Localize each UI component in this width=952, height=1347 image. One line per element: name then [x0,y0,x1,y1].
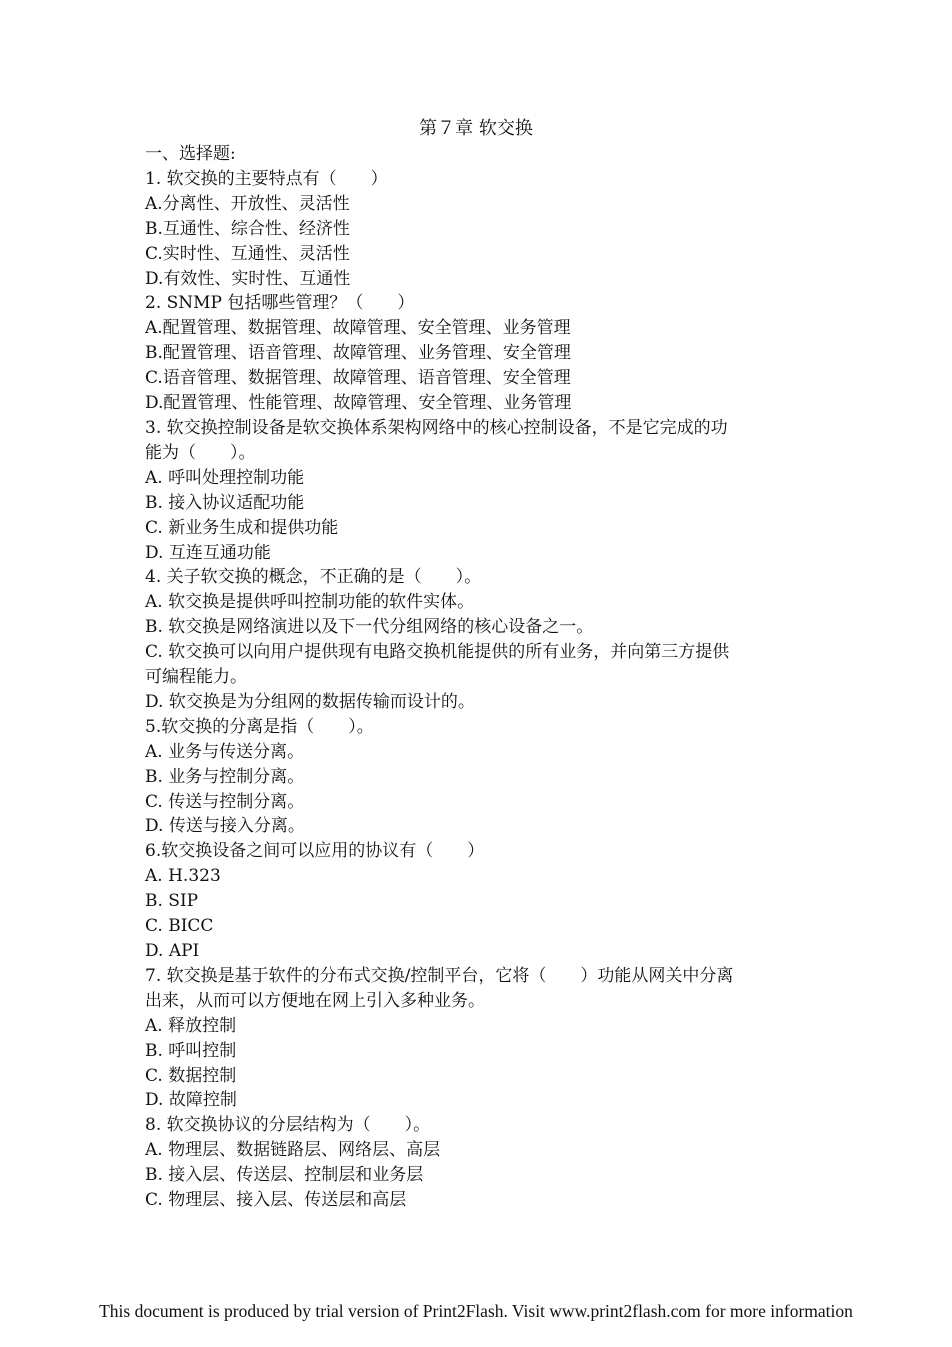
text-line: D. 传送与接入分离。 [145,816,305,837]
text-line: 2. SNMP 包括哪些管理？（ ） [145,293,415,314]
text-line: A. 呼叫处理控制功能 [145,467,305,488]
text-line: 出来，从而可以方便地在网上引入多种业务。 [145,990,485,1011]
text-line: 5.软交换的分离是指（ ）。 [145,716,374,737]
text-line: 可编程能力。 [145,667,247,688]
text-line: B. 接入层、传送层、控制层和业务层 [145,1165,424,1186]
document-body [145,142,815,1213]
trial-watermark-footer: This document is produced by trial version of Print2Flash. Visit www.print2flash.com for more information [99,1301,853,1321]
page-title: 第７章 软交换 [419,118,533,139]
text-line: D. 软交换是为分组网的数据传输而设计的。 [145,691,475,712]
text-line: B. 软交换是网络演进以及下一代分组网络的核心设备之一。 [145,617,594,638]
text-line: D.配置管理、性能管理、故障管理、安全管理、业务管理 [145,393,572,414]
text-line: 8. 软交换协议的分层结构为（ ）。 [145,1115,431,1136]
text-line: C.语音管理、数据管理、故障管理、语音管理、安全管理 [145,368,571,389]
text-line: B.互通性、综合性、经济性 [145,218,350,239]
text-line: A. H.323 [145,866,221,887]
text-line: A. 业务与传送分离。 [145,741,305,762]
text-line: A. 释放控制 [145,1015,237,1036]
text-line: A. 软交换是提供呼叫控制功能的软件实体。 [145,592,475,613]
text-line: C. 软交换可以向用户提供现有电路交换机能提供的所有业务，并向第三方提供 [145,642,730,663]
text-line: D. API [145,941,200,961]
text-line: 能为（ ）。 [145,442,256,463]
text-line: C. 物理层、接入层、传送层和高层 [145,1190,407,1211]
text-line: C.实时性、互通性、灵活性 [145,243,350,264]
text-line: 一、选择题: [145,144,236,164]
text-line: D.有效性、实时性、互通性 [145,268,351,289]
text-line: B. 呼叫控制 [145,1040,237,1061]
text-line: 1. 软交换的主要特点有（ ） [145,168,388,189]
text-line: D. 互连互通功能 [145,542,271,563]
text-line: B. SIP [145,891,199,912]
text-line: C. 数据控制 [145,1065,237,1086]
text-line: B.配置管理、语音管理、故障管理、业务管理、安全管理 [145,343,571,364]
text-line: 6.软交换设备之间可以应用的协议有（ ） [145,841,485,862]
text-line: 7. 软交换是基于软件的分布式交换/控制平台，它将（ ）功能从网关中分离 [145,965,734,986]
text-line: B. 接入协议适配功能 [145,492,305,513]
text-line: C. 传送与控制分离。 [145,791,305,812]
text-line: 3. 软交换控制设备是软交换体系架构网络中的核心控制设备，不是它完成的功 [145,417,728,438]
text-line: C. BICC [145,916,214,937]
text-line: A.配置管理、数据管理、故障管理、安全管理、业务管理 [145,318,571,339]
text-line: C. 新业务生成和提供功能 [145,517,339,538]
text-line: D. 故障控制 [145,1090,237,1111]
text-line: A.分离性、开放性、灵活性 [145,193,350,214]
text-line: A. 物理层、数据链路层、网络层、高层 [145,1140,441,1161]
text-line: 4. 关子软交换的概念，不正确的是（ ）。 [145,567,482,588]
text-line: B. 业务与控制分离。 [145,766,305,787]
